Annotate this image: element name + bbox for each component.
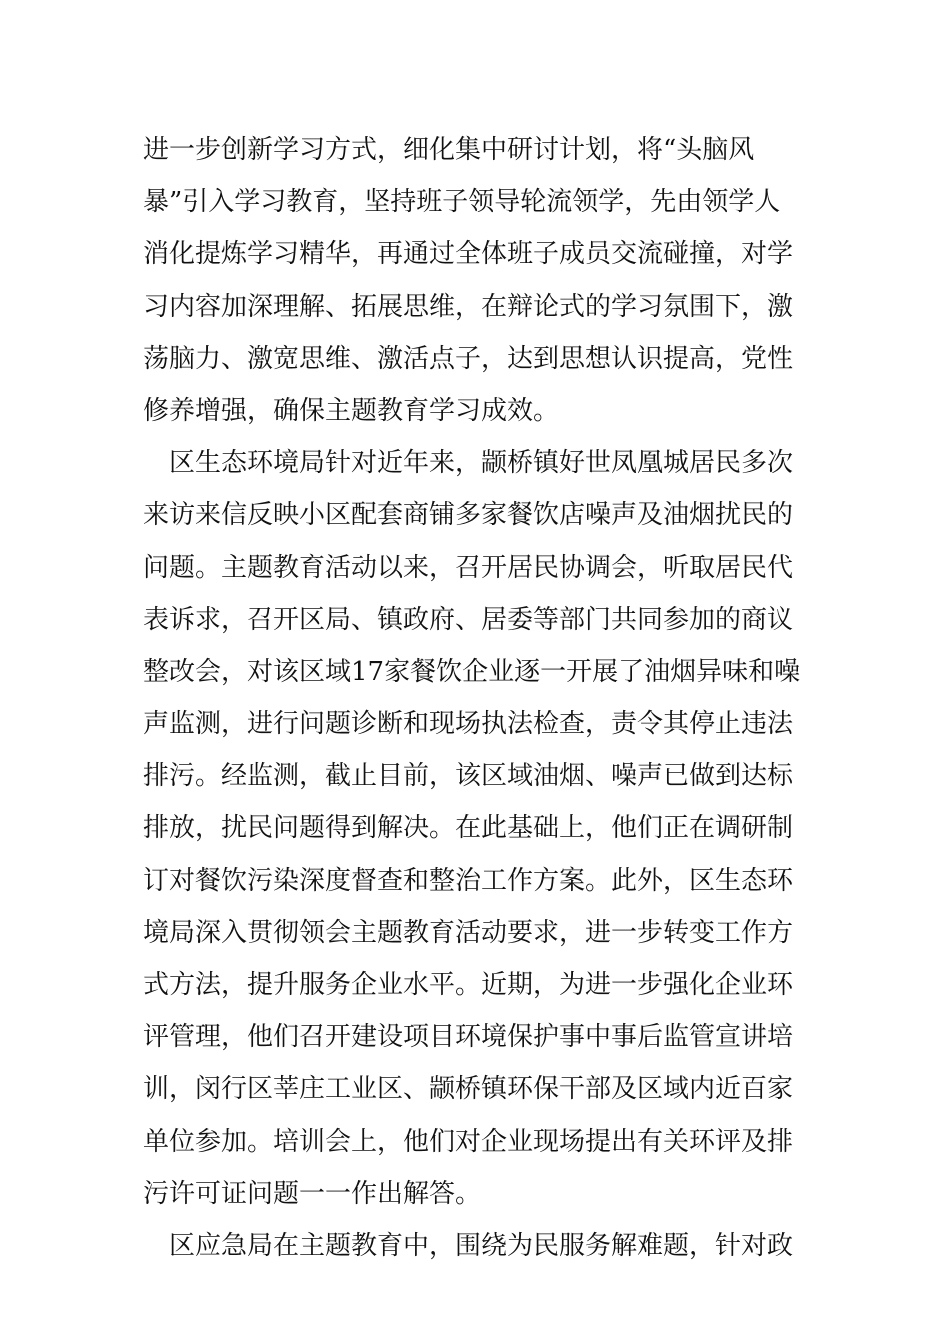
text-line: 排污。经监测，截止目前，该区域油烟、噪声已做到达标 (143, 761, 794, 792)
body-text (143, 124, 843, 1272)
paragraph-start-line: 区应急局在主题教育中，围绕为民服务解难题，针对政 (143, 1230, 794, 1261)
text-line: 订对餐饮污染深度督查和整治工作方案。此外，区生态环 (143, 865, 794, 896)
text-line: 训，闵行区莘庄工业区、颛桥镇环保干部及区域内近百家 (143, 1074, 794, 1105)
text-line: 消化提炼学习精华，再通过全体班子成员交流碰撞，对学 (143, 239, 794, 270)
text-line: 问题。主题教育活动以来，召开居民协调会，听取居民代 (143, 552, 794, 583)
text-line: 污许可证问题一一作出解答。 (143, 1178, 482, 1209)
text-line: 整改会，对该区域17家餐饮企业逐一开展了油烟异味和噪 (143, 656, 801, 687)
text-line: 评管理，他们召开建设项目环境保护事中事后监管宣讲培 (143, 1022, 794, 1053)
text-line: 声监测，进行问题诊断和现场执法检查，责令其停止违法 (143, 709, 794, 740)
text-line: 表诉求，召开区局、镇政府、居委等部门共同参加的商议 (143, 604, 794, 635)
text-line: 进一步创新学习方式，细化集中研讨计划，将“头脑风 (143, 135, 755, 165)
text-line: 境局深入贯彻领会主题教育活动要求，进一步转变工作方 (143, 917, 794, 948)
text-line: 排放，扰民问题得到解决。在此基础上，他们正在调研制 (143, 813, 794, 844)
paragraph-start-line: 区生态环境局针对近年来，颛桥镇好世凤凰城居民多次 (143, 448, 794, 479)
text-line: 修养增强，确保主题教育学习成效。 (143, 395, 560, 426)
text-line: 习内容加深理解、拓展思维，在辩论式的学习氛围下，激 (143, 291, 794, 322)
text-line: 式方法，提升服务企业水平。近期，为进一步强化企业环 (143, 970, 794, 1000)
text-line: 暴”引入学习教育，坚持班子领导轮流领学，先由领学人 (143, 187, 781, 218)
text-line: 单位参加。培训会上，他们对企业现场提出有关环评及排 (143, 1126, 794, 1157)
text-line: 来访来信反映小区配套商铺多家餐饮店噪声及油烟扰民的 (143, 500, 794, 531)
text-line: 荡脑力、激宽思维、激活点子，达到思想认识提高，党性 (143, 343, 794, 374)
